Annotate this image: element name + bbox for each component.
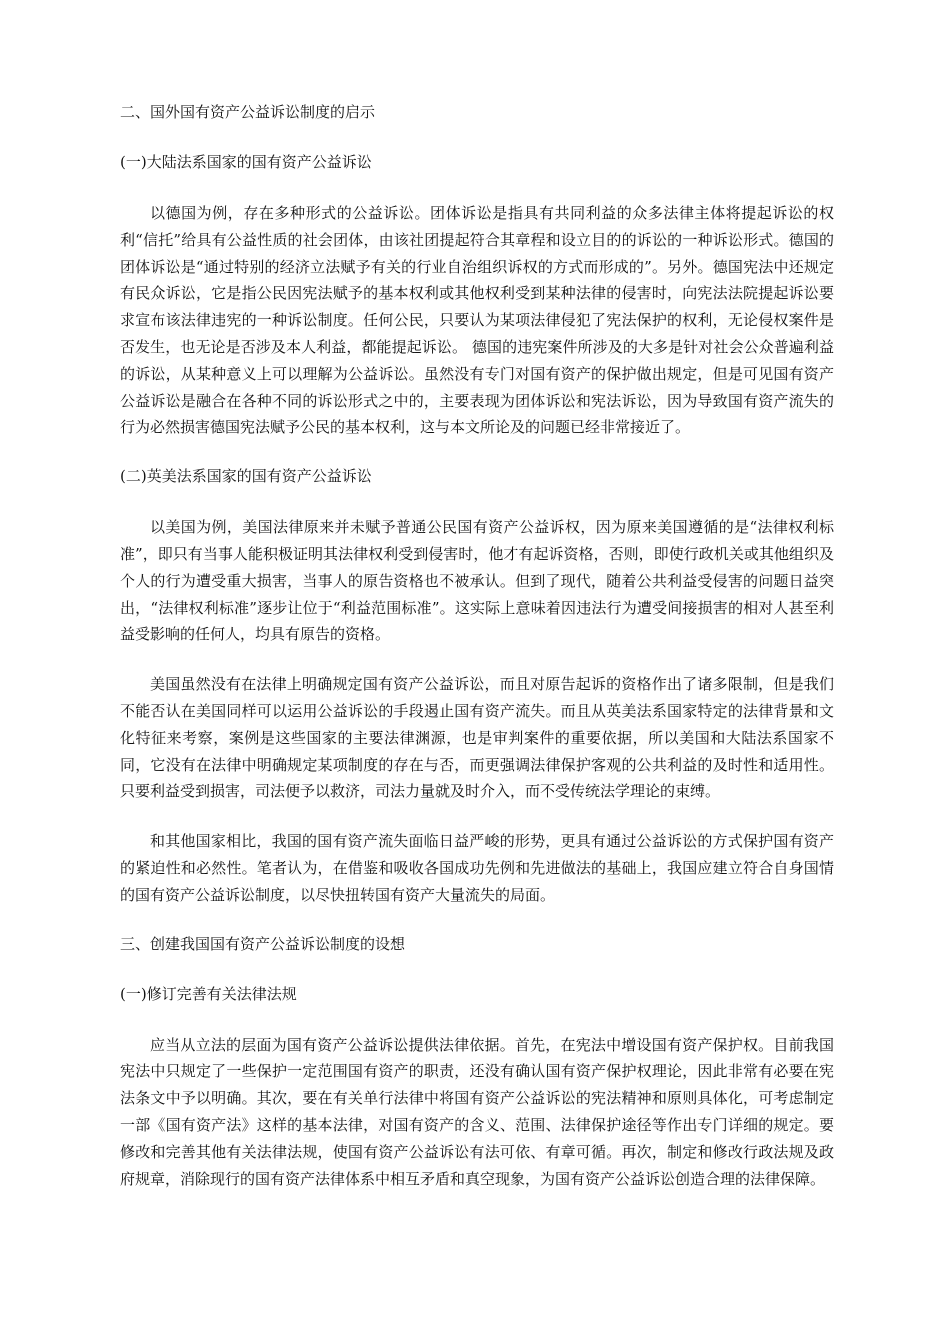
paragraph-usa-standard: 以美国为例，美国法律原来并未赋予普通公民国有资产公益诉权，因为原来美国遵循的是“法律权利标准”，即只有当事人能积极证明其法律权利受到侵害时，他才有起诉资格，否则，即使行政机关或其他组织及个人的行为遭受重大损害，当事人的原告资格也不被承认。但到了现代，随着公共利益受侵害的问题日益突出，“法律权利标准”逐步让位于“利益范围标准”。这实际上意味着因违法行为遭受间接损害的相对人甚至利益受影响的任何人，均具有原告的资格。: [120, 518, 834, 644]
paragraph-germany: 以德国为例，存在多种形式的公益诉讼。团体诉讼是指具有共同利益的众多法律主体将提起诉讼的权利“信托”给具有公益性质的社会团体，由该社团提起符合其章程和设立目的的诉讼的一种诉讼形式。德国的团体诉讼是“通过特别的经济立法赋予有关的行业自治组织诉权的方式而形成的”。另外。德国宪法中还规定有民众诉讼，它是指公民因宪法赋予的基本权利或其他权利受到某种法律的侵害时，向宪法法院提起诉讼要求宣布该法律违宪的一种诉讼制度。任何公民，只要认为某项法律侵犯了宪法保护的权利，无论侵权案件是否发生，也无论是否涉及本人利益，都能提起诉讼。 德国的违宪案件所涉及的大多是针对社会公众普遍利益的诉讼，从某种意义上可以理解为公益诉讼。虽然没有专门对国有资产的保护做出规定，但是可见国有资产公益诉讼是融合在各种不同的诉讼形式之中的，主要表现为团体诉讼和宪法诉讼，因为导致国有资产流失的行为必然损害德国宪法赋予公民的基本权利，这与本文所论及的问题已经非常接近了。: [120, 204, 834, 437]
document-body: [120, 100, 834, 1215]
paragraph-legislation: 应当从立法的层面为国有资产公益诉讼提供法律依据。首先，在宪法中增设国有资产保护权。目前我国宪法中只规定了一些保护一定范围国有资产的职责，还没有确认国有资产保护权理论，因此非常有必要在宪法条文中予以明确。其次，要在有关单行法律中将国有资产公益诉讼的宪法精神和原则具体化，可考虑制定一部《国有资产法》这样的基本法律，对国有资产的含义、范围、法律保护途径等作出专门详细的规定。要修改和完善其他有关法律法规，使国有资产公益诉讼有法可依、有章可循。再次，制定和修改行政法规及政府规章，消除现行的国有资产法律体系中相互矛盾和真空现象，为国有资产公益诉讼创造合理的法律保障。: [120, 1035, 834, 1188]
paragraph-china-urgency: 和其他国家相比，我国的国有资产流失面临日益严峻的形势，更具有通过公益诉讼的方式保护国有资产的紧迫性和必然性。笔者认为，在借鉴和吸收各国成功先例和先进做法的基础上，我国应建立符合自身国情的国有资产公益诉讼制度，以尽快扭转国有资产大量流失的局面。: [120, 832, 834, 904]
subsection-heading-civil-law: (一)大陆法系国家的国有资产公益诉讼: [120, 153, 372, 171]
section-heading-2: 二、国外国有资产公益诉讼制度的启示: [120, 103, 376, 121]
subsection-heading-common-law: (二)英美法系国家的国有资产公益诉讼: [120, 467, 372, 486]
section-heading-3: 三、创建我国国有资产公益诉讼制度的设想: [120, 934, 406, 953]
subsection-heading-legislation: (一)修订完善有关法律法规: [120, 984, 297, 1003]
paragraph-usa-case-law: 美国虽然没有在法律上明确规定国有资产公益诉讼，而且对原告起诉的资格作出了诸多限制，但是我们不能否认在美国同样可以运用公益诉讼的手段遏止国有资产流失。而且从英美法系国家特定的法律背景和文化特征来考察，案例是这些国家的主要法律渊源，也是审判案件的重要依据，所以美国和大陆法系国家不同，它没有在法律中明确规定某项制度的存在与否，而更强调法律保护客观的公共利益的及时性和适用性。只要利益受到损害，司法便予以救济，司法力量就及时介入，而不受传统法学理论的束缚。: [120, 675, 834, 801]
